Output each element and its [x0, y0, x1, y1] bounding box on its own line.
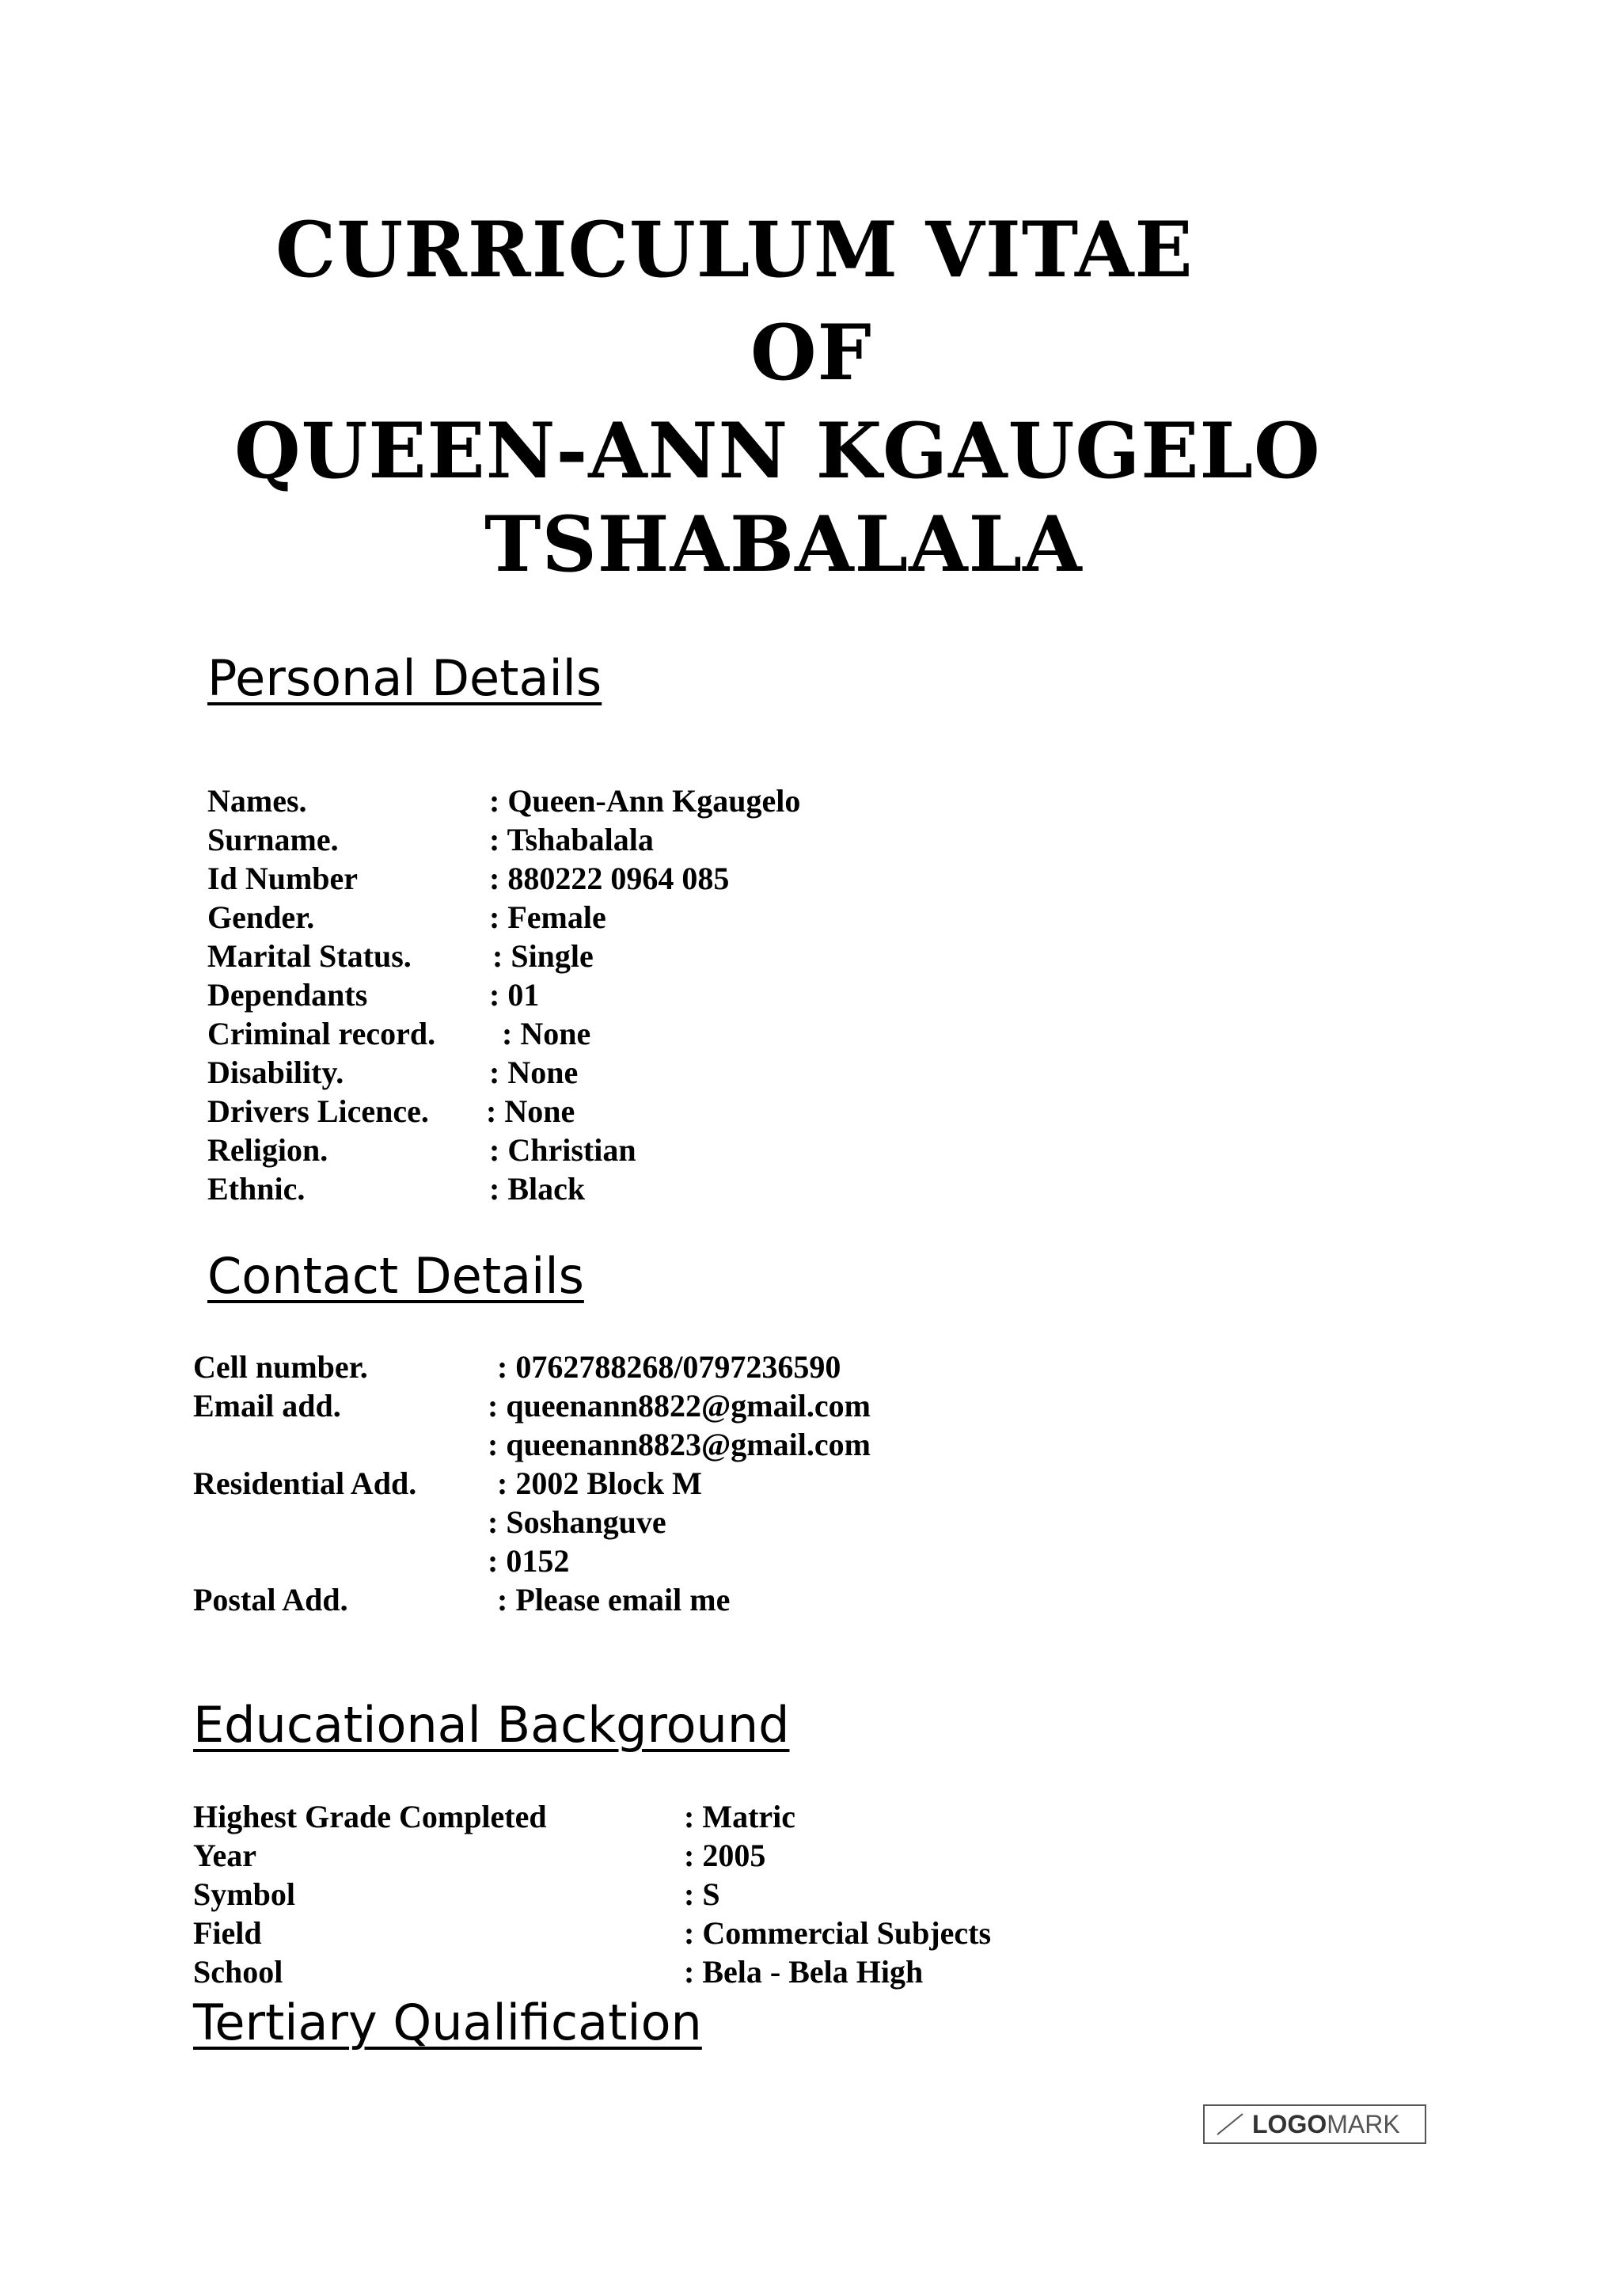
personal-row-ethnic — [207, 1169, 1157, 1208]
field-label: Cell number. — [193, 1349, 368, 1385]
tertiary-qualification-heading: Tertiary Qualification — [193, 1994, 702, 2051]
field-value: : 2005 — [684, 1838, 766, 1873]
contact-row-email — [193, 1386, 1222, 1425]
contact-row-cell-number — [193, 1348, 1222, 1386]
field-value: : Commercial Subjects — [684, 1915, 992, 1951]
logo-text-bold: LOGO — [1252, 2109, 1327, 2138]
personal-row-id-number — [207, 859, 1157, 898]
field-label: Ethnic. — [207, 1171, 306, 1207]
personal-row-criminal-record — [207, 1014, 1157, 1053]
contact-details-heading: Contact Details — [207, 1247, 584, 1305]
field-label: Postal Add. — [193, 1582, 348, 1617]
field-label: Field — [193, 1915, 262, 1951]
field-value: : queenann8822@gmail.com — [488, 1388, 871, 1424]
contact-row-email-2 — [193, 1425, 1222, 1464]
education-row-highest-grade — [193, 1797, 1380, 1836]
personal-row-dependants — [207, 975, 1157, 1014]
personal-row-gender — [207, 898, 1157, 937]
personal-row-drivers-licence — [207, 1092, 1157, 1131]
personal-row-disability — [207, 1053, 1157, 1092]
field-value: : Christian — [489, 1132, 636, 1168]
field-value: : Single — [492, 938, 594, 974]
field-label: Highest Grade Completed — [193, 1799, 547, 1834]
personal-row-religion — [207, 1131, 1157, 1169]
field-value: : Please email me — [497, 1582, 731, 1617]
field-value: : Black — [489, 1171, 586, 1207]
cv-title-line-2: OF — [750, 308, 872, 397]
personal-row-marital-status — [207, 937, 1157, 975]
field-value: : 2002 Block M — [497, 1465, 702, 1501]
personal-row-names — [207, 781, 1157, 820]
field-label: Marital Status. — [207, 938, 412, 974]
education-row-field — [193, 1914, 1380, 1952]
education-row-symbol — [193, 1875, 1380, 1914]
field-value: : S — [684, 1876, 720, 1912]
field-value: : Female — [489, 899, 606, 935]
field-value: : 880222 0964 085 — [489, 861, 730, 896]
slash-icon — [1216, 2112, 1244, 2136]
contact-row-postal — [193, 1580, 1222, 1619]
field-label: Symbol — [193, 1876, 295, 1912]
field-value: : Tshabalala — [489, 822, 654, 857]
field-label: Names. — [207, 783, 307, 819]
field-value: : Matric — [684, 1799, 796, 1834]
field-value: : None — [486, 1093, 575, 1129]
field-label: Religion. — [207, 1132, 328, 1168]
field-label: Surname. — [207, 822, 339, 857]
field-value: : None — [502, 1016, 591, 1051]
field-label: School — [193, 1954, 283, 1990]
field-label: Dependants — [207, 977, 368, 1013]
field-value: : 01 — [489, 977, 540, 1013]
cv-title-line-1: CURRICULUM VITAE — [275, 205, 1194, 295]
logo-text-light: MARK — [1327, 2109, 1400, 2138]
educational-background-list — [193, 1797, 1380, 1991]
field-label: Year — [193, 1838, 256, 1873]
cv-title-line-4: TSHABALALA — [484, 500, 1083, 589]
contact-row-residential-2 — [193, 1503, 1222, 1541]
personal-row-surname — [207, 820, 1157, 859]
education-row-year — [193, 1836, 1380, 1875]
educational-background-heading: Educational Background — [193, 1696, 790, 1754]
field-label: Drivers Licence. — [207, 1093, 429, 1129]
education-row-school — [193, 1952, 1380, 1991]
field-value: : Bela - Bela High — [684, 1954, 924, 1990]
field-value: : None — [489, 1055, 579, 1090]
field-value: : 0762788268/0797236590 — [497, 1349, 841, 1385]
field-label: Email add. — [193, 1388, 341, 1424]
field-label: Disability. — [207, 1055, 344, 1090]
logomark-badge — [1203, 2104, 1426, 2144]
personal-details-list — [207, 781, 1157, 1208]
contact-details-list — [193, 1348, 1222, 1619]
field-value: : queenann8823@gmail.com — [488, 1427, 871, 1462]
field-label: Gender. — [207, 899, 315, 935]
personal-details-heading: Personal Details — [207, 649, 602, 707]
field-label: Id Number — [207, 861, 359, 896]
field-value: : Queen-Ann Kgaugelo — [489, 783, 801, 819]
field-value: : Soshanguve — [488, 1504, 666, 1540]
field-label: Criminal record. — [207, 1016, 436, 1051]
contact-row-residential — [193, 1464, 1222, 1503]
cv-title-line-3: QUEEN-ANN KGAUGELO — [234, 406, 1321, 496]
field-label: Residential Add. — [193, 1465, 417, 1501]
field-value: : 0152 — [488, 1543, 570, 1579]
contact-row-residential-3 — [193, 1541, 1222, 1580]
